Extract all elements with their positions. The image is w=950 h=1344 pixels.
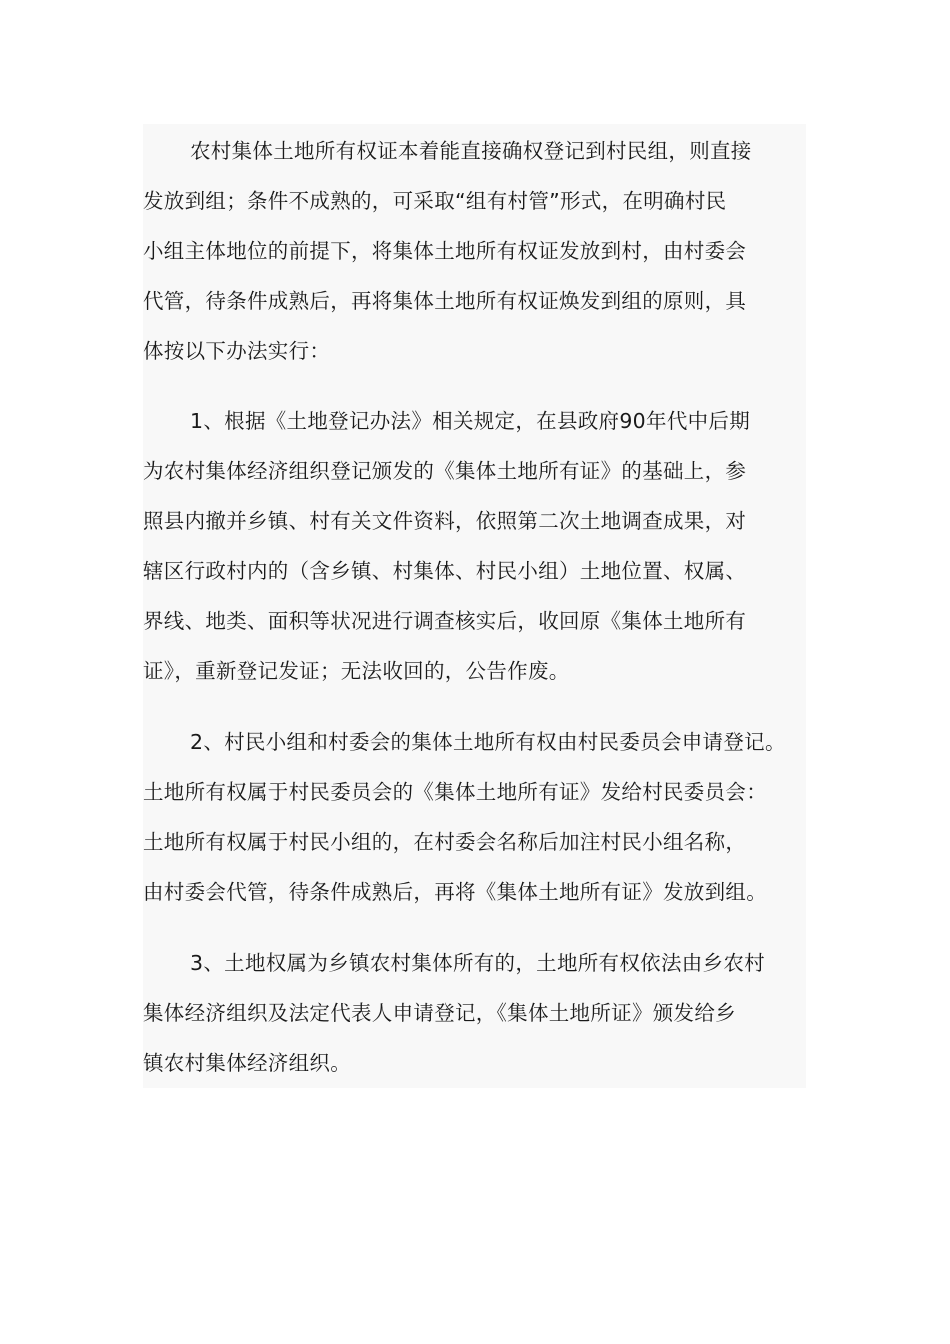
paragraph-2-line-6: 证》，重新登记发证；无法收回的，公告作废。	[143, 656, 570, 686]
paragraph-2-line-2: 为农村集体经济组织登记颁发的《集体土地所有证》的基础上，参	[143, 456, 746, 486]
paragraph-2-line-1: 1、根据《土地登记办法》相关规定，在县政府90年代中后期	[190, 406, 750, 436]
paragraph-3-line-2: 土地所有权属于村民委员会的《集体土地所有证》发给村民委员会：	[143, 777, 781, 807]
paragraph-1-line-5: 体按以下办法实行：	[143, 336, 330, 366]
paragraph-1-line-1: 农村集体土地所有权证本着能直接确权登记到村民组，则直接	[190, 136, 752, 166]
paragraph-3-line-3: 土地所有权属于村民小组的，在村委会名称后加注村民小组名称，	[143, 827, 760, 857]
paragraph-3-line-4: 由村委会代管，待条件成熟后，再将《集体土地所有证》发放到组。	[143, 877, 781, 907]
paragraph-4-line-2: 集体经济组织及法定代表人申请登记，《集体土地所证》颁发给乡	[143, 998, 736, 1028]
paragraph-2-line-3: 照县内撤并乡镇、村有关文件资料，依照第二次土地调查成果，对	[143, 506, 746, 536]
paragraph-1-line-4: 代管，待条件成熟后，再将集体土地所有权证焕发到组的原则，具	[143, 286, 746, 316]
paragraph-4-line-3: 镇农村集体经济组织。	[143, 1048, 351, 1078]
paragraph-4-line-1: 3、土地权属为乡镇农村集体所有的，土地所有权依法由乡农村	[190, 948, 765, 978]
paragraph-2-line-4: 辖区行政村内的（含乡镇、村集体、村民小组）土地位置、权属、	[143, 556, 746, 586]
paragraph-1-line-2: 发放到组；条件不成熟的，可采取“组有村管”形式，在明确村民	[143, 186, 726, 216]
paragraph-3-line-1: 2、村民小组和村委会的集体土地所有权由村民委员会申请登记。	[190, 727, 800, 757]
paragraph-1-line-3: 小组主体地位的前提下，将集体土地所有权证发放到村，由村委会	[143, 236, 746, 266]
paragraph-2-line-5: 界线、地类、面积等状况进行调查核实后，收回原《集体土地所有	[143, 606, 746, 636]
